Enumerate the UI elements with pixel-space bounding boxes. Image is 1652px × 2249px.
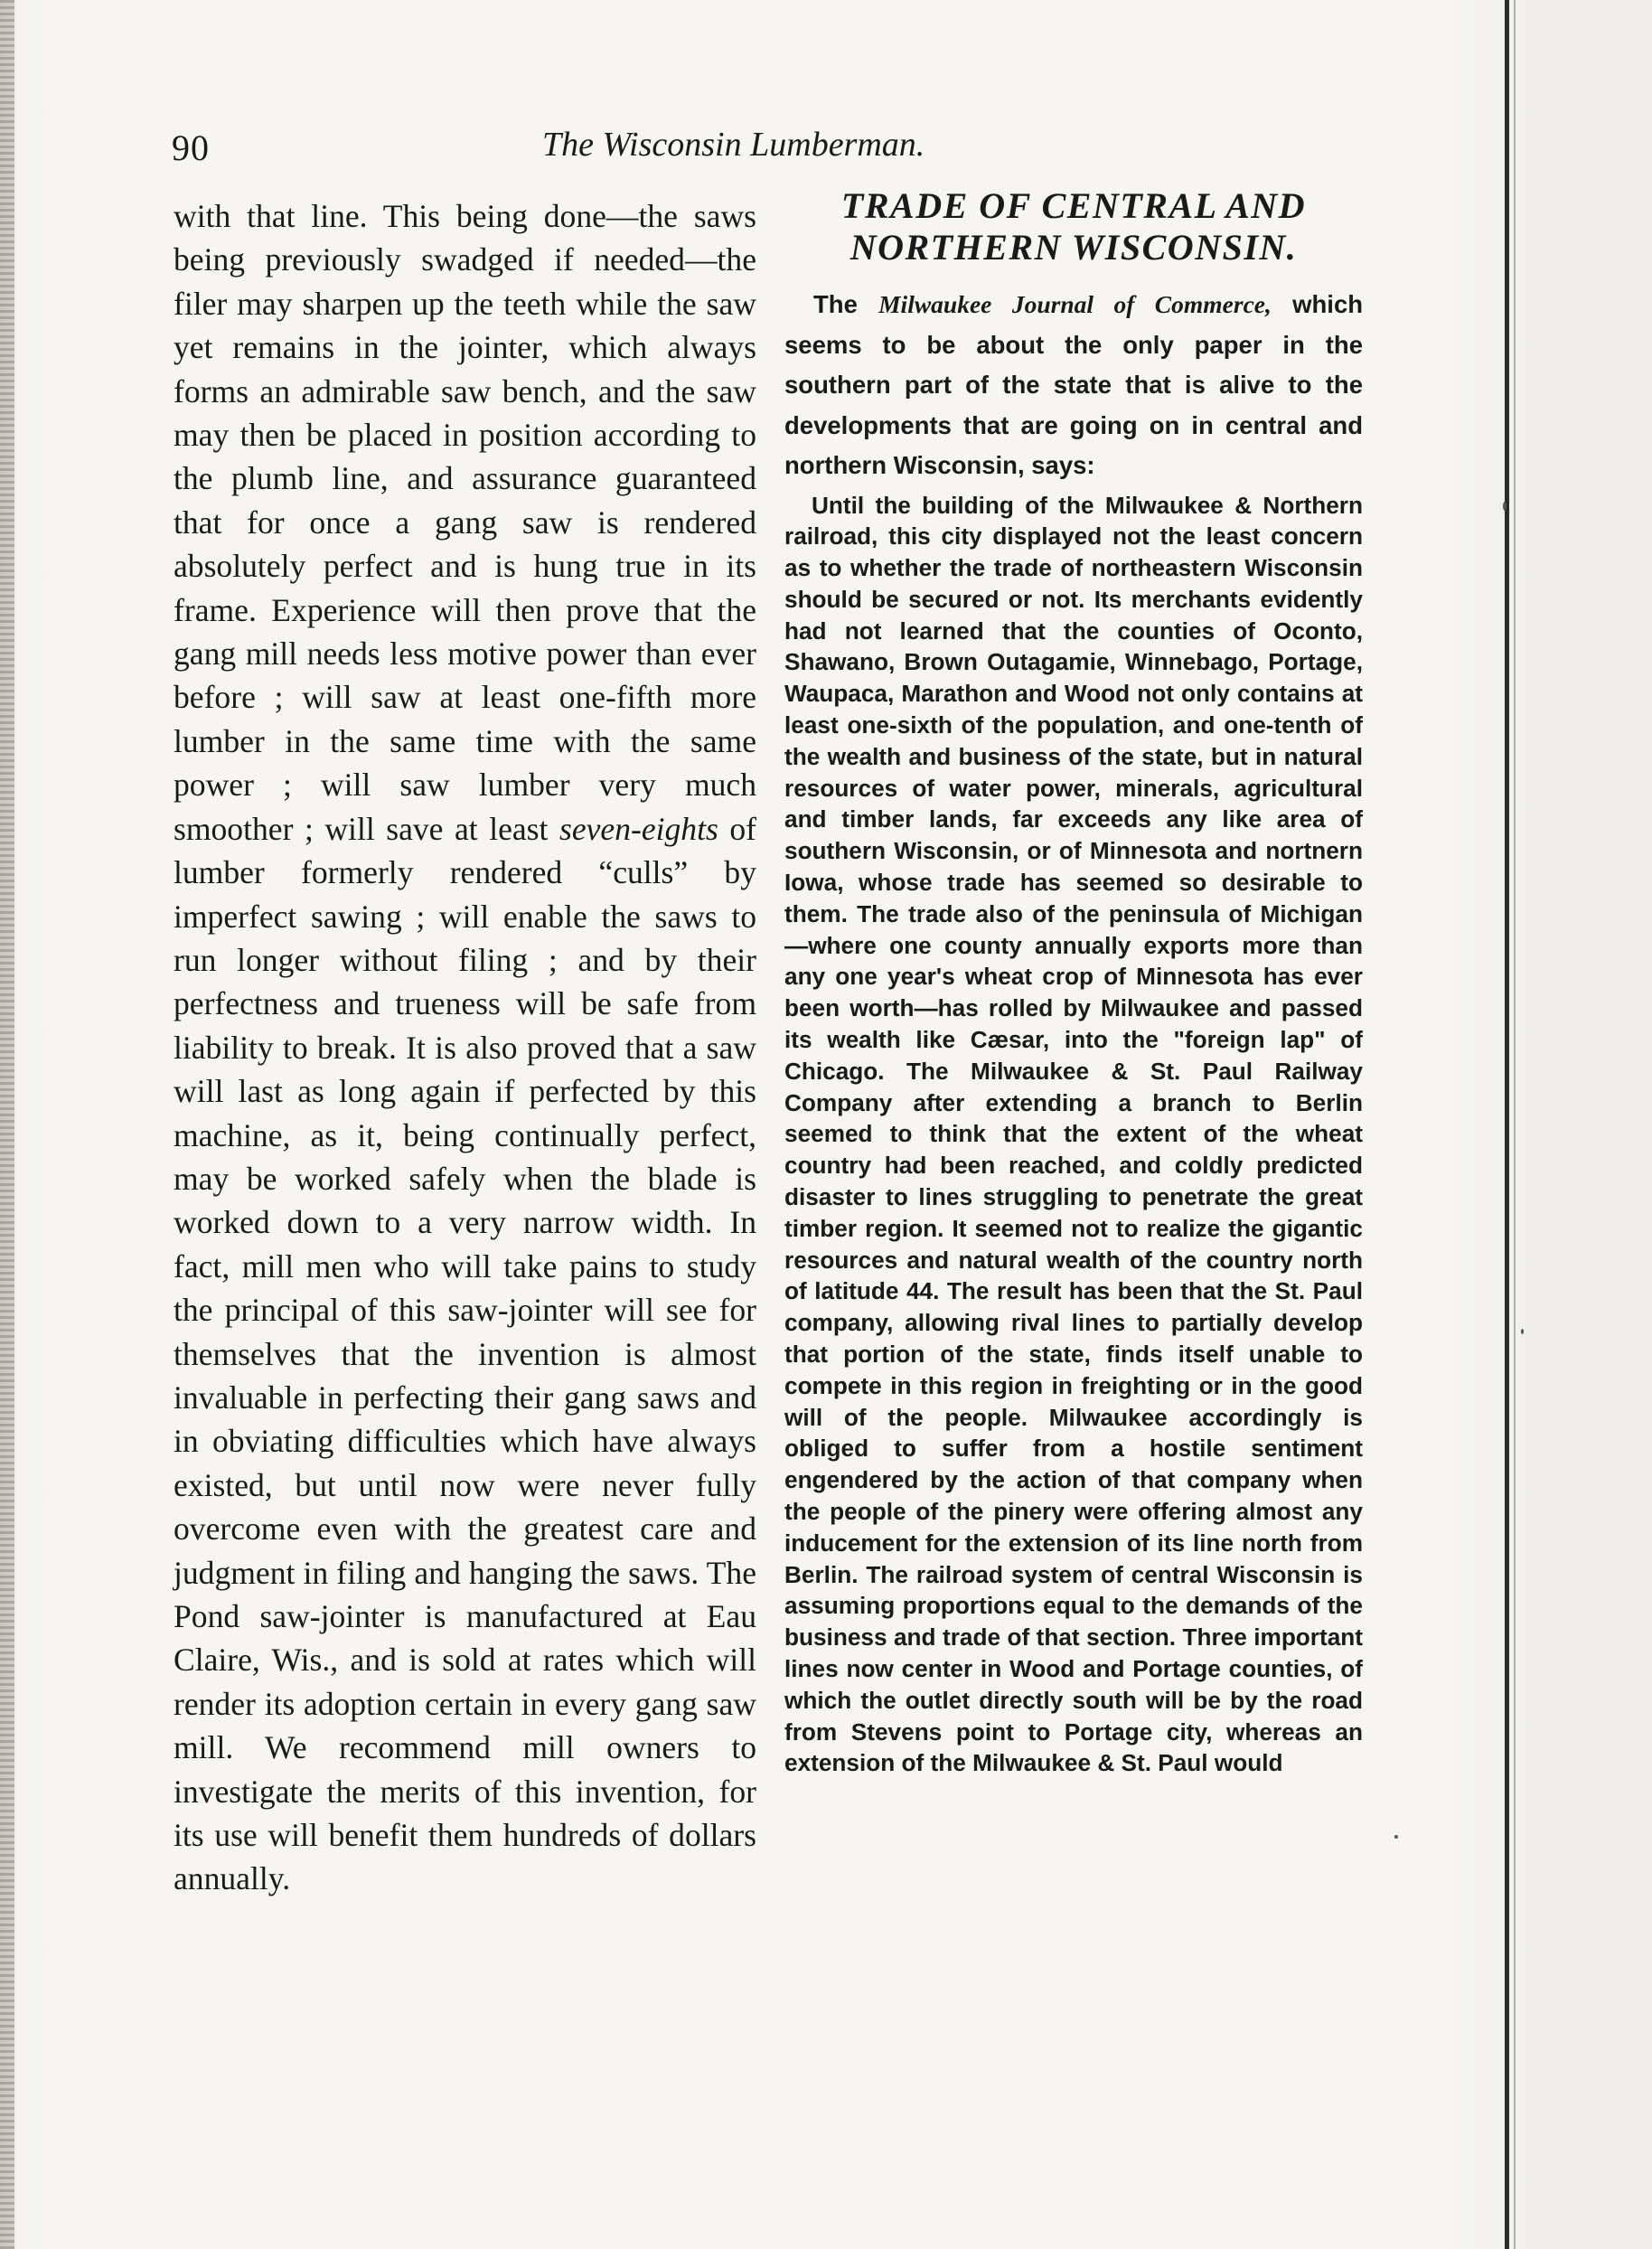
left-column-emphasis: seven-eights [558, 810, 718, 847]
scan-speck [1503, 502, 1507, 511]
page-edge-shadow [1514, 0, 1516, 2249]
scan-speck [1521, 1329, 1524, 1334]
page-edge-line [1505, 0, 1509, 2249]
journal-name: Milwaukee Journal of Commerce, [878, 290, 1272, 318]
running-head: The Wisconsin Lumberman. [542, 126, 925, 164]
article-intro [784, 285, 1363, 486]
article-title: TRADE OF CENTRAL AND NORTHERN WISCONSIN. [840, 185, 1307, 268]
quoted-article-text: Until the building of the Milwaukee & Northern railroad, this city displayed not the least concern as to whether the trade of northeastern Wisconsin should be secured or not. Its merchants evidently had not learned that the counties of Oconto, Shawano, Brown Outagamie, Winnebago, Portage, Waupaca, Marathon and Wood not only contains at least one-sixth of the population, and one-tenth of the wealth and business of the state, but in natural resources of water power, minerals, agricultural and timber lands, far exceeds any like area of southern Wisconsin, or of Minnesota and nortnern Iowa, whose trade has seemed so desirable to them. The trade also of the peninsula of Michigan—where one county annually exports more than any one year's wheat crop of Minnesota has ever been worth—has rolled by Milwaukee and passed its wealth like Cæsar, into the "foreign lap" of Chicago. The Milwaukee & St. Paul Railway Company after extending a branch to Berlin seemed to think that the extent of the wheat country had been reached, and coldly predicted disaster to lines struggling to penetrate the great timber region. It seemed not to realize the gigantic resources and natural wealth of the country north of latitude 44. The result has been that the St. Paul company, allowing rival lines to partially develop that portion of the state, finds itself unable to compete in this region in freighting or in the good will of the people. Milwaukee accordingly is obliged to suffer from a hostile sentiment engendered by the action of that company when the people of the pinery were offering almost any inducement for the extension of its line north from Berlin. The railroad system of central Wisconsin is assuming proportions equal to the demands of the business and trade of that section. Three important lines now center in Wood and Portage counties, of which the outlet directly south will be by the road from Stevens point to Portage city, whereas an extension of the Milwaukee & St. Paul would [784, 491, 1363, 1777]
page-binding-edge [0, 0, 14, 2249]
left-column-text: with that line. This being done—the saws being previously swadged if needed—the filer may sharpen up the teeth while the saw yet remains in the jointer, which always forms an admirable saw bench, and the saw may then be placed in position according to the plumb line, and assurance guaranteed that for once a gang saw is rendered absolutely perfect and is hung true in its frame. Experience will then prove that the gang mill needs less motive power than ever before ; will saw at least one-fifth more lumber in the same time with the same power ; will saw lumber very much smoother ; will save at least [174, 198, 756, 847]
right-column [784, 185, 1363, 1779]
left-column-text-continued: of lumber formerly rendered “culls” by imperfect sawing ; will enable the saws to run longer without filing ; and by their perfectness and trueness will be safe from liability to break. It is also proved that a saw will last as long again if perfected by this machine, as it, being continually perfect, may be worked safely when the blade is worked down to a very narrow width. In fact, mill men who will take pains to study the principal of this saw-jointer will see for themselves that the invention is almost invaluable in perfecting their gang saws and in obviating difficulties which have always existed, but until now were never fully overcome even with the greatest care and judgment in filing and hanging the saws. The Pond saw-jointer is manufactured at Eau Claire, Wis., and is sold at rates which will render its adoption certain in every gang saw mill. We recommend mill owners to investigate the merits of this invention, for its use will benefit them hundreds of dollars annually. [174, 810, 756, 1897]
intro-text: which seems to be about the only paper in the southern part of the state that is alive to the developments that are going on in central and northern Wisconsin, says: [784, 290, 1364, 479]
page-number: 90 [172, 127, 210, 168]
intro-lead: The [813, 290, 858, 318]
left-column-paragraph [174, 194, 756, 1901]
left-column [174, 194, 756, 1901]
scan-speck [1394, 1835, 1398, 1839]
